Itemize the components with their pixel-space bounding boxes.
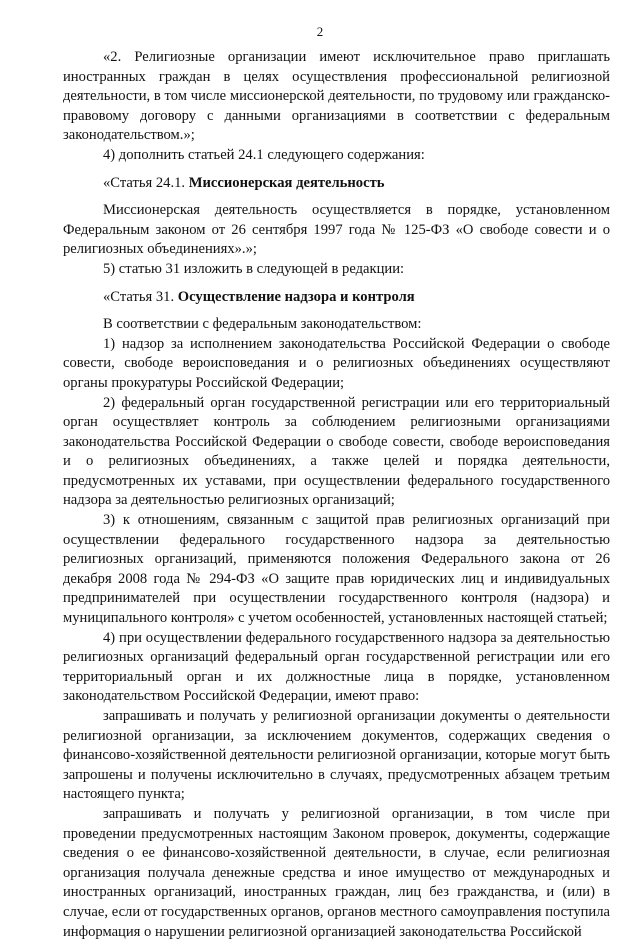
paragraph-request-financial-documents: запрашивать и получать у религиозной организации, в том числе при проведении предусмотренных настоящим Законом проверок, документы, содержащие сведения о ее финансово-хозяйственной деятельности, в случае, если религиозная организация получала денежные средства и иное имущество от международных и иностранных организаций, иностранных граждан, лиц без гражданства, и (или) в случае, если от государственных органов, органов местного самоуправления поступила информация о нарушении религиозной организацией законодательства Российской [63, 805, 610, 940]
paragraph-item-1: 1) надзор за исполнением законодательства Российской Федерации о свободе совести, свободе вероисповедания и о религиозных объединениях осуществляют органы прокуратуры Российской Федерации; [63, 335, 610, 391]
article-24-1-heading [63, 174, 610, 194]
paragraph-item-4: 4) при осуществлении федерального государственного надзора за деятельностью религиозных организаций федеральный орган государственной регистрации или его территориальный орган и их должностные лица в порядке, установленном законодательством Российской Федерации, имеют право: [63, 629, 610, 705]
article-31-title: Осуществление надзора и контроля [177, 288, 415, 305]
paragraph-request-documents: запрашивать и получать у религиозной организации документы о деятельности религиозной организации, за исключением документов, содержащих сведения о финансово-хозяйственной деятельности религиозной организации, которые могут быть запрошены и получены исключительно в случаях, предусмотренных абзацем третьим настоящего пункта; [63, 708, 610, 803]
paragraph-item-3: 3) к отношениям, связанным с защитой прав религиозных организаций при осуществлении федерального государственного надзора за деятельностью религиозных организаций, применяются положения Федерального закона от 26 декабря 2008 года № 294-ФЗ «О защите прав юридических лиц и индивидуальных предпринимателей при осуществлении государственного контроля (надзора) и муниципального контроля» с учетом особенностей, установленных настоящей статьей; [63, 512, 610, 627]
paragraph-intro: В соответствии с федеральным законодательством: [103, 316, 422, 333]
paragraph-amendment-5: 5) статью 31 изложить в следующей в редакции: [103, 260, 405, 277]
article-24-1-number: «Статья 24.1. [103, 174, 189, 191]
article-31-number: «Статья 31. [103, 288, 178, 305]
page-number: 2 [316, 24, 324, 39]
paragraph-amendment-4: 4) дополнить статьей 24.1 следующего содержания: [103, 146, 425, 163]
paragraph-quote-religious-organizations: «2. Религиозные организации имеют исключительное право приглашать иностранных граждан в целях осуществления профессиональной религиозной деятельности, в том числе миссионерской деятельности, по трудовому или гражданско-правовому договору с данными организациями в соответствии с федеральным законодательством.»; [63, 49, 610, 144]
paragraph-missionary-activity: Миссионерская деятельность осуществляется в порядке, установленном Федеральным законом от 26 сентября 1997 года № 125-ФЗ «О свободе совести и о религиозных объединениях».»; [63, 202, 610, 258]
article-24-1-title: Миссионерская деятельность [188, 174, 385, 191]
article-31-heading [63, 288, 610, 308]
paragraph-item-2: 2) федеральный орган государственной регистрации или его территориальный орган осуществляет контроль за соблюдением религиозными организациями законодательства Российской Федерации о свободе совести, свободе вероисповедания и о религиозных объединениях, а также целей и порядка деятельности, предусмотренных их уставами, при осуществлении федерального государственного надзора за деятельностью религиозных организаций; [63, 394, 610, 509]
document-body [63, 48, 610, 942]
